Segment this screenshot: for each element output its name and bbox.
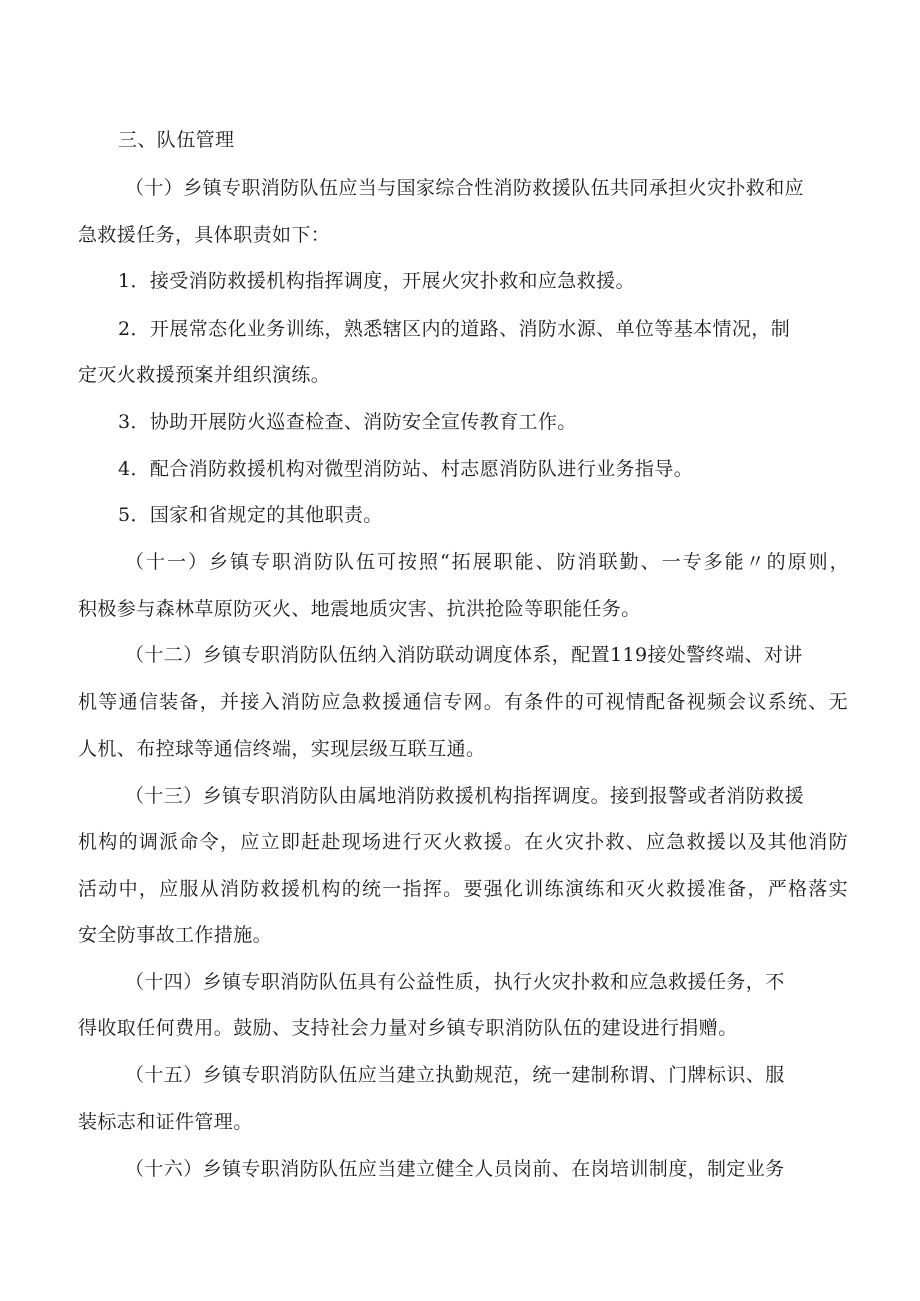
- paragraph-line: 得收取任何费用。鼓励、支持社会力量对乡镇专职消防队伍的建设进行捐赠。: [78, 1017, 738, 1039]
- paragraph-line: （十二）乡镇专职消防队伍纳入消防联动调度体系，配置119接处警终端、对讲: [125, 644, 803, 666]
- paragraph-line: （十一）乡镇专职消防队伍可按照“拓展职能、防消联勤、一专多能〃的原则，: [125, 551, 849, 573]
- paragraph-line: 装标志和证件管理。: [78, 1111, 253, 1133]
- paragraph-line: （十四）乡镇专职消防队伍具有公益性质，执行火灾扑救和应急救援任务，不: [125, 971, 785, 993]
- paragraph-line: 安全防事故工作措施。: [78, 924, 273, 946]
- paragraph-line: 机构的调派命令，应立即赶赴现场进行灭火救援。在火灾扑救、应急救援以及其他消防: [78, 831, 848, 853]
- paragraph-line: 机等通信装备，并接入消防应急救援通信专网。有条件的可视情配备视频会议系统、无: [78, 691, 848, 713]
- paragraph-line: （十三）乡镇专职消防队由属地消防救援机构指挥调度。接到报警或者消防救援: [125, 785, 805, 807]
- paragraph-line: 人机、布控球等通信终端，实现层级互联互通。: [78, 738, 486, 760]
- list-item: 1．接受消防救援机构指挥调度，开展火灾扑救和应急救援。: [118, 270, 635, 292]
- paragraph-line: 定灭火救援预案并组织演练。: [78, 364, 331, 386]
- list-item: 2．开展常态化业务训练，熟悉辖区内的道路、消防水源、单位等基本情况，制: [118, 318, 791, 340]
- section-heading: 三、队伍管理: [118, 129, 235, 151]
- paragraph-line: （十五）乡镇专职消防队伍应当建立执勤规范，统一建制称谓、门牌标识、服: [125, 1064, 785, 1086]
- list-item: 3．协助开展防火巡查检查、消防安全宣传教育工作。: [118, 411, 577, 433]
- paragraph-line: （十六）乡镇专职消防队伍应当建立健全人员岗前、在岗培训制度，制定业务: [125, 1158, 785, 1180]
- paragraph-line: （十）乡镇专职消防队伍应当与国家综合性消防救援队伍共同承担火灾扑救和应: [125, 177, 805, 199]
- paragraph-line: 活动中，应服从消防救援机构的统一指挥。要强化训练演练和灭火救援准备，严格落实: [78, 878, 848, 900]
- list-item: 5．国家和省规定的其他职责。: [118, 504, 383, 526]
- paragraph-line: 急救援任务，具体职责如下：: [78, 224, 331, 246]
- paragraph-line: 积极参与森林草原防灭火、地震地质灾害、抗洪抢险等职能任务。: [78, 598, 641, 620]
- list-item: 4．配合消防救援机构对微型消防站、村志愿消防队进行业务指导。: [118, 458, 694, 480]
